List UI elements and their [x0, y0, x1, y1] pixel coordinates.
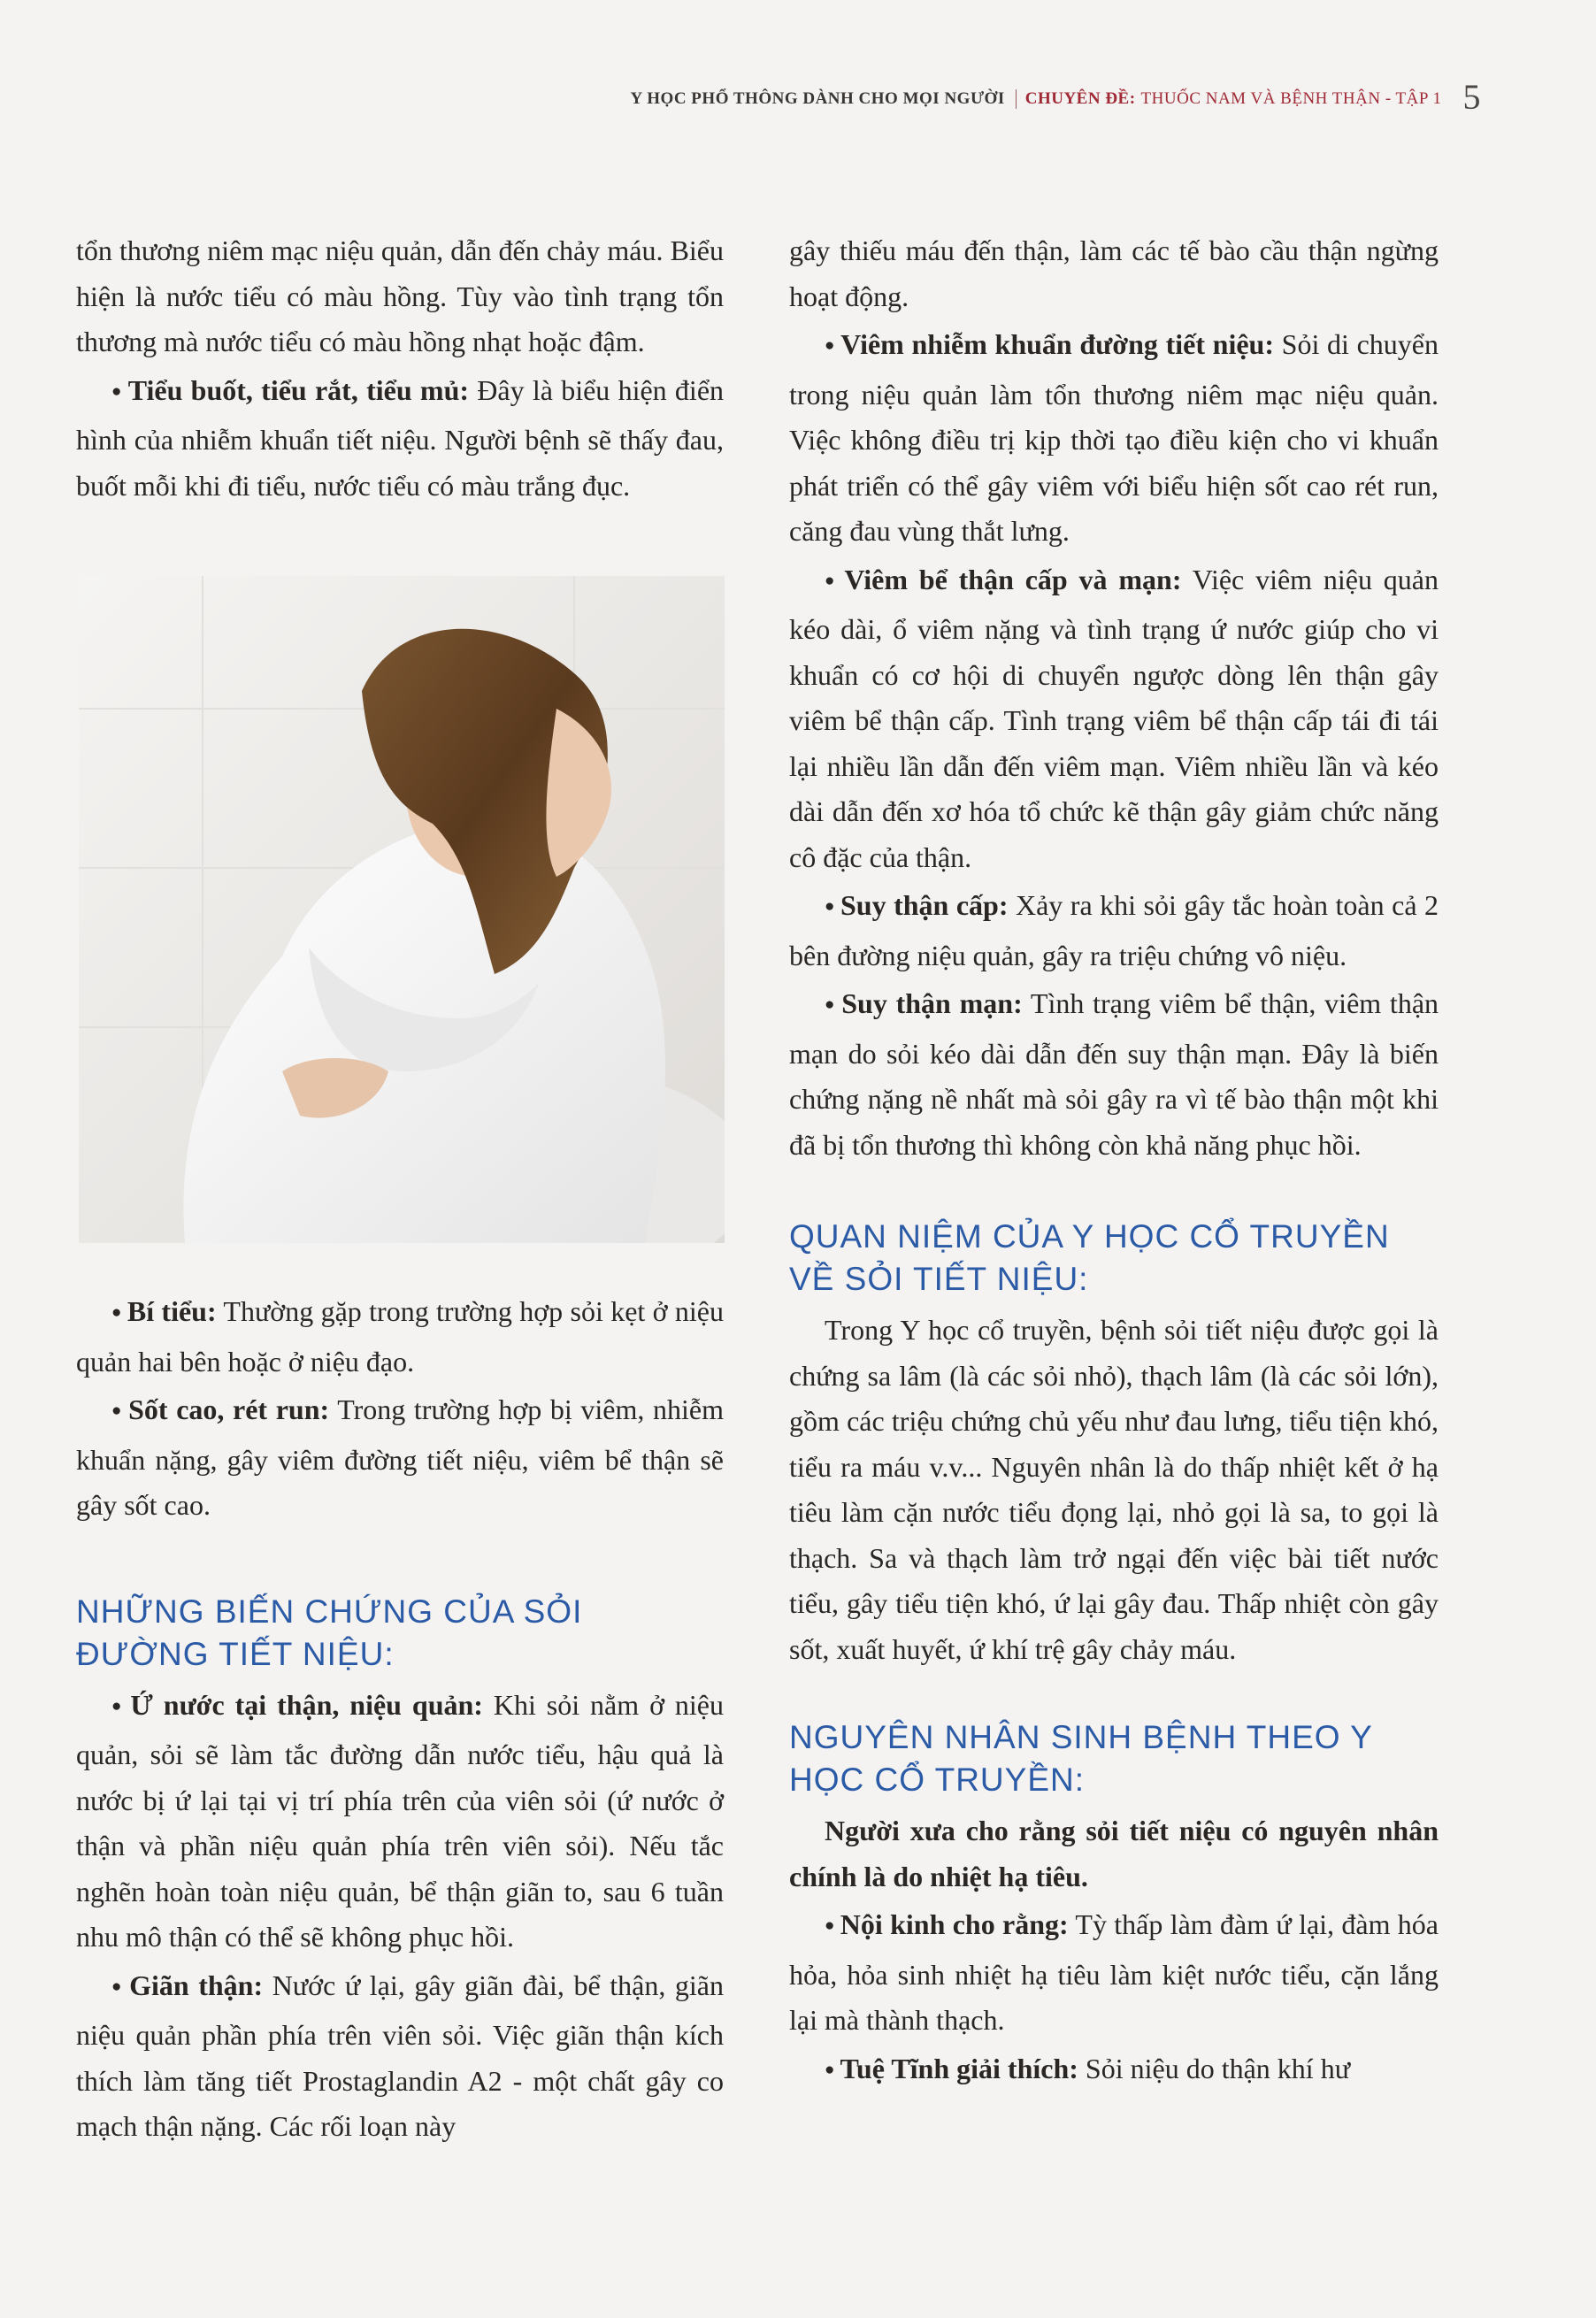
symptom-item: ● Bí tiểu: Thường gặp trong trường hợp sỏi kẹt ở niệu quản hai bên hoặc ở niệu đạo.	[76, 1289, 724, 1385]
section-heading-traditional-view: QUAN NIỆM CỦA Y HỌC CỔ TRUYỀN VỀ SỎI TIẾT NIỆU:	[789, 1218, 1390, 1297]
page-number: 5	[1462, 77, 1481, 117]
cause-summary: Người xưa cho rằng sỏi tiết niệu có nguyên nhân chính là do nhiệt hạ tiêu.	[789, 1815, 1439, 1892]
complication-item: ● Suy thận cấp: Xảy ra khi sỏi gây tắc hoàn toàn cả 2 bên đường niệu quản, gây ra triệu chứng vô niệu.	[789, 883, 1439, 979]
woman-in-pain-photo	[79, 576, 725, 1243]
section-heading-causes: NGUYÊN NHÂN SINH BỆNH THEO Y HỌC CỔ TRUYỀN:	[789, 1719, 1373, 1798]
topic-label: CHUYÊN ĐỀ:	[1024, 89, 1136, 108]
photo-illustration	[79, 576, 725, 1243]
left-column	[76, 228, 724, 2150]
left-intro-paragraph: tổn thương niêm mạc niệu quản, dẫn đến chảy máu. Biểu hiện là nước tiểu có màu hồng. Tùy vào tình trạng tổn thương mà nước tiểu có màu hồng nhạt hoặc đậm.	[76, 234, 724, 357]
complication-item: ● Ứ nước tại thận, niệu quản: Khi sỏi nằm ở niệu quản, sỏi sẽ làm tắc đường dẫn nước tiểu, hậu quả là nước bị ứ lại tại vị trí phía trên của viên sỏi (ứ nước ở thận và phần niệu quản phía trên viên sỏi). Nếu tắc nghẽn hoàn toàn niệu quản, bể thận giãn to, sau 6 tuần nhu mô thận có thể sẽ không phục hồi.	[76, 1683, 724, 1961]
topic-title: THUỐC NAM VÀ BỆNH THẬN - TẬP 1	[1140, 89, 1442, 108]
complication-item: ● Suy thận mạn: Tình trạng viêm bể thận, viêm thận mạn do sỏi kéo dài dẫn đến suy thận mạn. Đây là biến chứng nặng nề nhất mà sỏi gây ra vì tế bào thận một khi đã bị tổn thương thì không còn khả năng phục hồi.	[789, 981, 1439, 1168]
running-header	[630, 71, 1481, 117]
complication-item: ● Giãn thận: Nước ứ lại, gây giãn đài, bể thận, giãn niệu quản phần phía trên viên sỏi. Việc giãn thận kích thích làm tăng tiết Prostaglandin A2 - một chất gây co mạch thận nặng. Các rối loạn này	[76, 1963, 724, 2150]
cause-item: ● Nội kinh cho rằng: Tỳ thấp làm đàm ứ lại, đàm hóa hỏa, hỏa sinh nhiệt hạ tiêu làm kiệt nước tiểu, cặn lắng lại mà thành thạch.	[789, 1902, 1439, 2044]
traditional-medicine-paragraph: Trong Y học cổ truyền, bệnh sỏi tiết niệu được gọi là chứng sa lâm (là các sỏi nhỏ), thạch lâm (là các sỏi lớn), gồm các triệu chứng chủ yếu như đau lưng, tiểu tiện khó, tiểu ra máu v.v... Nguyên nhân là do thấp nhiệt kết ở hạ tiêu làm cặn nước tiểu đọng lại, nhỏ gọi là sa, to gọi là thạch. Sa và thạch làm trở ngại đến việc bài tiết nước tiểu, gây tiểu tiện khó, ứ lại gây đau. Thấp nhiệt còn gây sốt, xuất huyết, ứ khí trệ gây chảy máu.	[789, 1314, 1439, 1665]
right-intro-paragraph: gây thiếu máu đến thận, làm các tế bào cầu thận ngừng hoạt động.	[789, 234, 1439, 312]
complication-item: ● Viêm bể thận cấp và mạn: Việc viêm niệu quản kéo dài, ổ viêm nặng và tình trạng ứ nước giúp cho vi khuẩn có cơ hội di chuyển ngược dòng lên thận gây viêm bể thận cấp. Tình trạng viêm bể thận cấp tái đi tái lại nhiều lần dẫn đến viêm mạn. Viêm nhiều lần và kéo dài dẫn đến xơ hóa tổ chức kẽ thận gây giảm chức năng cô đặc của thận.	[789, 557, 1439, 881]
symptom-item: ● Sốt cao, rét run: Trong trường hợp bị viêm, nhiễm khuẩn nặng, gây viêm đường tiết niệu, viêm bể thận sẽ gây sốt cao.	[76, 1387, 724, 1529]
symptom-item: ● Tiểu buốt, tiểu rắt, tiểu mủ: Đây là biểu hiện điển hình của nhiễm khuẩn tiết niệu. Người bệnh sẽ thấy đau, buốt mỗi khi đi tiểu, nước tiểu có màu trắng đục.	[76, 368, 724, 510]
section-heading-complications: NHỮNG BIẾN CHỨNG CỦA SỎI ĐƯỜNG TIẾT NIỆU:	[76, 1593, 583, 1672]
cause-item: ● Tuệ Tĩnh giải thích: Sỏi niệu do thận khí hư	[789, 2046, 1439, 2097]
right-column	[789, 228, 1439, 2096]
complication-item: ● Viêm nhiễm khuẩn đường tiết niệu: Sỏi di chuyển trong niệu quản làm tổn thương niêm mạc niệu quản. Việc không điều trị kịp thời tạo điều kiện cho vi khuẩn phát triển có thể gây viêm với biểu hiện sốt cao rét run, căng đau vùng thắt lưng.	[789, 322, 1439, 555]
book-title: Y HỌC PHỔ THÔNG DÀNH CHO MỌI NGƯỜI	[631, 89, 1017, 109]
